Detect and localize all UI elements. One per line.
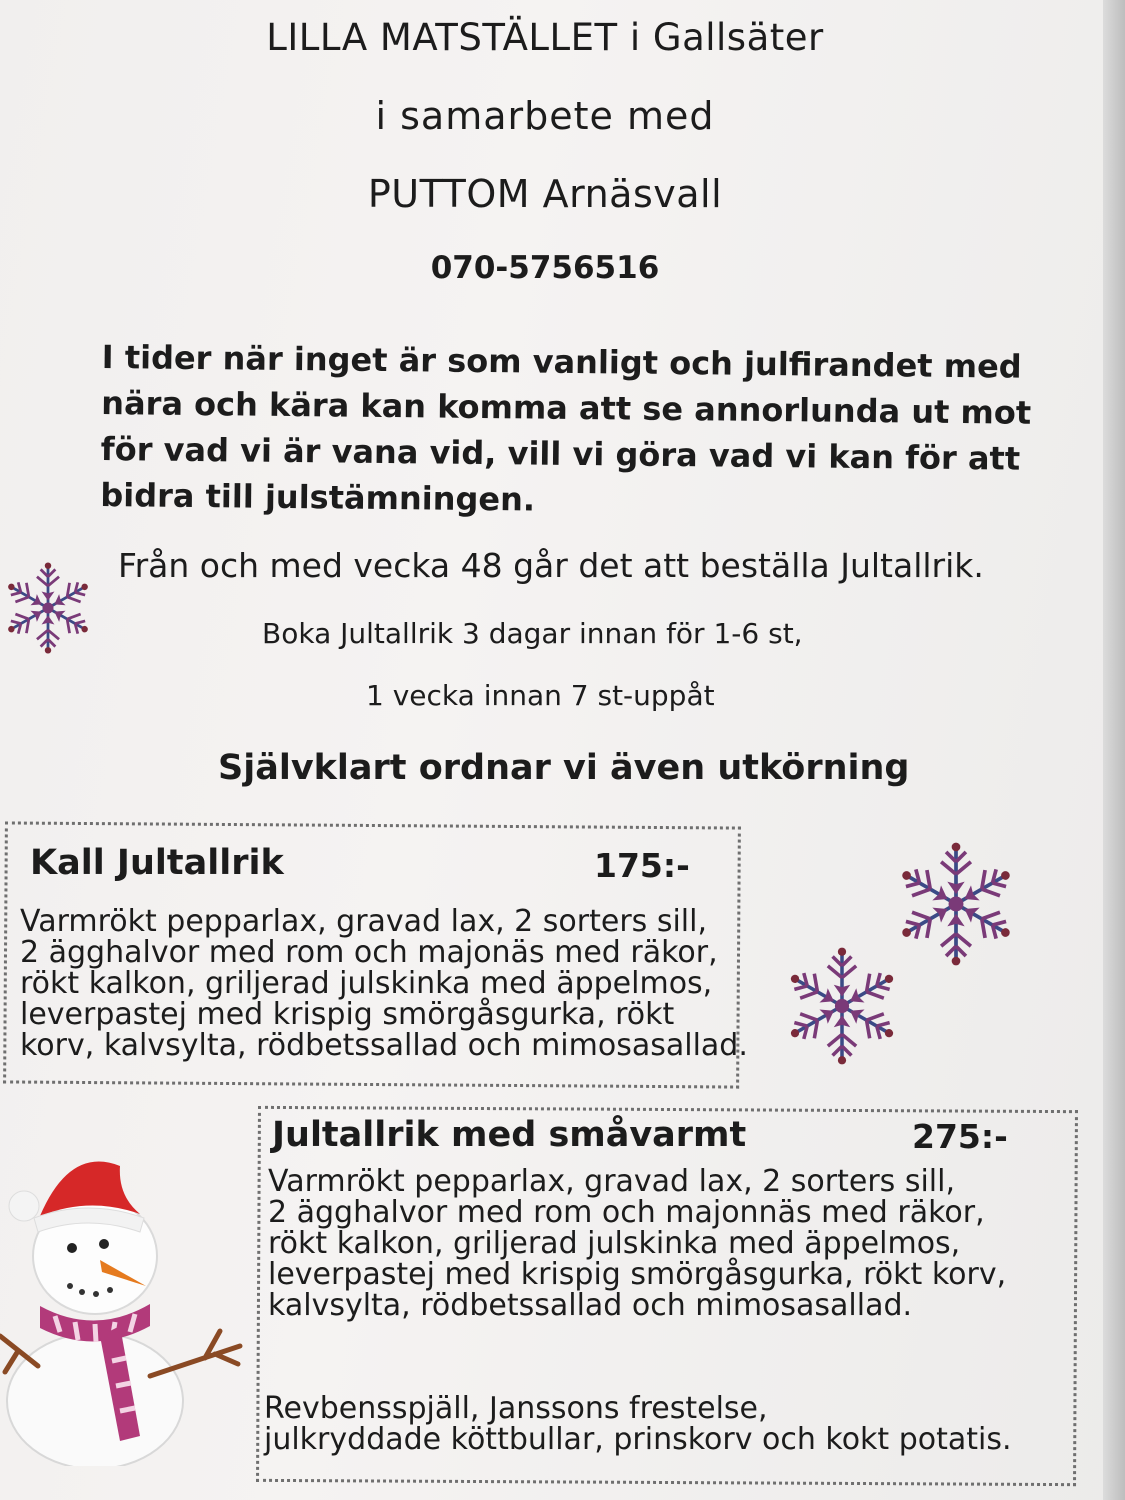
menu-line: rökt kalkon, griljerad julskinka med äppelmos, <box>20 966 713 1001</box>
collaboration-line: i samarbete med <box>375 94 715 138</box>
menu-title: Kall Jultallrik <box>30 843 284 883</box>
menu-line: kalvsylta, rödbetssallad och mimosasallad. <box>268 1288 913 1323</box>
intro-line: I tider när inget är som vanligt och julfirandet med <box>101 337 1022 386</box>
menu-title: Jultallrik med småvarmt <box>272 1115 747 1155</box>
booking-rule-1: Boka Jultallrik 3 dagar innan för 1-6 st, <box>262 617 803 650</box>
menu-line: korv, kalvsylta, rödbetssallad och mimosasallad. <box>20 1028 748 1063</box>
intro-line: för vad vi är vana vid, vill vi göra vad vi kan för att <box>100 429 1021 478</box>
menu-description <box>20 906 748 1061</box>
phone-number: 070-5756516 <box>430 250 660 286</box>
snowman-icon <box>0 1136 250 1466</box>
booking-rule-2: 1 vecka innan 7 st-uppåt <box>366 679 715 712</box>
menu-line: 2 ägghalvor med rom och majonäs med räkor, <box>20 935 718 970</box>
menu-line: Varmrökt pepparlax, gravad lax, 2 sorters sill, <box>20 904 708 939</box>
intro-line: nära och kära kan komma att se annorlunda ut mot <box>101 383 1032 432</box>
menu-extra-dishes <box>264 1393 1012 1455</box>
menu-price: 275:- <box>912 1117 1008 1156</box>
menu-line: leverpastej med krispig smörgåsgurka, rökt <box>20 997 675 1032</box>
menu-line: Revbensspjäll, Janssons frestelse, <box>264 1391 768 1426</box>
intro-paragraph <box>100 334 1032 527</box>
snowflake-icon <box>0 562 96 654</box>
snowflake-icon <box>893 842 1019 966</box>
menu-description <box>268 1166 1006 1321</box>
menu-line: leverpastej med krispig smörgåsgurka, rökt korv, <box>268 1257 1007 1292</box>
menu-line: 2 ägghalvor med rom och majonnäs med räkor, <box>268 1195 985 1230</box>
delivery-notice: Självklart ordnar vi även utkörning <box>218 748 910 788</box>
intro-line: bidra till julstämningen. <box>100 475 536 519</box>
menu-price: 175:- <box>594 846 690 885</box>
menu-line: julkryddade köttbullar, prinskorv och kokt potatis. <box>264 1422 1012 1457</box>
partner-name: PUTTOM Arnäsvall <box>367 172 723 216</box>
order-start-text: Från och med vecka 48 går det att beställa Jultallrik. <box>118 546 984 585</box>
menu-line: rökt kalkon, griljerad julskinka med äppelmos, <box>268 1226 961 1261</box>
paper-edge <box>1103 0 1125 1500</box>
menu-line: Varmrökt pepparlax, gravad lax, 2 sorters sill, <box>268 1164 956 1199</box>
snowflake-icon <box>783 946 901 1066</box>
restaurant-name: LILLA MATSTÄLLET i Gallsäter <box>266 16 824 59</box>
